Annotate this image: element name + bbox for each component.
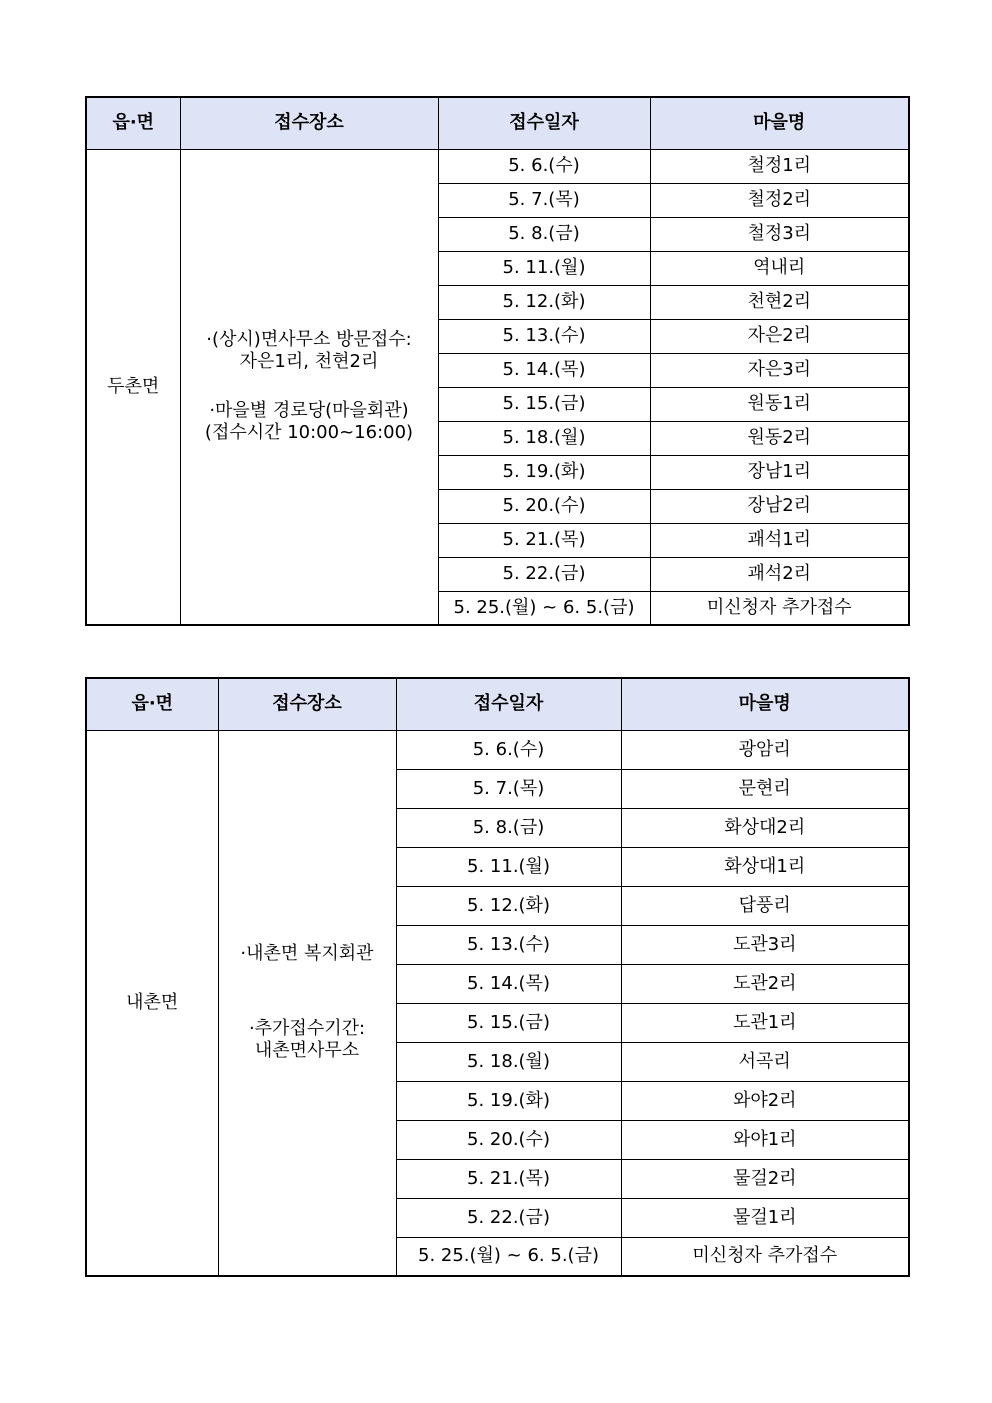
date-cell: 5. 8.(금) xyxy=(438,217,650,251)
date-cell: 5. 14.(목) xyxy=(438,353,650,387)
village-cell: 답풍리 xyxy=(621,886,909,925)
date-cell: 5. 21.(목) xyxy=(396,1159,621,1198)
header-date: 접수일자 xyxy=(438,97,650,149)
date-cell: 5. 11.(월) xyxy=(438,251,650,285)
date-cell: 5. 25.(월) ~ 6. 5.(금) xyxy=(396,1237,621,1276)
header-place: 접수장소 xyxy=(180,97,438,149)
village-cell: 괘석2리 xyxy=(650,557,909,591)
date-cell: 5. 18.(월) xyxy=(438,421,650,455)
date-cell: 5. 13.(수) xyxy=(438,319,650,353)
village-cell: 도관1리 xyxy=(621,1003,909,1042)
village-cell: 철정2리 xyxy=(650,183,909,217)
place-line: (접수시간 10:00~16:00) xyxy=(204,422,414,444)
village-cell: 서곡리 xyxy=(621,1042,909,1081)
village-cell: 물걸1리 xyxy=(621,1198,909,1237)
village-cell: 물걸2리 xyxy=(621,1159,909,1198)
place-line: ·(상시)면사무소 방문접수: xyxy=(206,328,412,350)
header-region: 읍·면 xyxy=(86,678,218,730)
place-cell xyxy=(218,730,396,1276)
date-cell: 5. 19.(화) xyxy=(396,1081,621,1120)
date-cell: 5. 22.(금) xyxy=(396,1198,621,1237)
date-cell: 5. 7.(목) xyxy=(438,183,650,217)
date-cell: 5. 25.(월) ~ 6. 5.(금) xyxy=(438,591,650,625)
header-region: 읍·면 xyxy=(86,97,180,149)
village-cell: 화상대2리 xyxy=(621,808,909,847)
date-cell: 5. 12.(화) xyxy=(396,886,621,925)
date-cell: 5. 19.(화) xyxy=(438,455,650,489)
date-cell: 5. 20.(수) xyxy=(396,1120,621,1159)
date-cell: 5. 22.(금) xyxy=(438,557,650,591)
date-cell: 5. 14.(목) xyxy=(396,964,621,1003)
region-cell: 내촌면 xyxy=(86,730,218,1276)
village-cell: 원동1리 xyxy=(650,387,909,421)
header-place: 접수장소 xyxy=(218,678,396,730)
region-cell: 두촌면 xyxy=(86,149,180,625)
place-spacer xyxy=(219,966,396,1018)
date-cell: 5. 6.(수) xyxy=(438,149,650,183)
date-cell: 5. 21.(목) xyxy=(438,523,650,557)
schedule-table-naechon xyxy=(85,677,910,1277)
village-cell: 도관2리 xyxy=(621,964,909,1003)
village-cell: 철정1리 xyxy=(650,149,909,183)
date-cell: 5. 15.(금) xyxy=(438,387,650,421)
date-cell: 5. 15.(금) xyxy=(396,1003,621,1042)
date-cell: 5. 8.(금) xyxy=(396,808,621,847)
date-cell: 5. 20.(수) xyxy=(438,489,650,523)
village-cell: 미신청자 추가접수 xyxy=(650,591,909,625)
village-cell: 역내리 xyxy=(650,251,909,285)
village-cell: 광암리 xyxy=(621,730,909,769)
date-cell: 5. 13.(수) xyxy=(396,925,621,964)
date-cell: 5. 11.(월) xyxy=(396,847,621,886)
place-spacer xyxy=(181,374,438,400)
village-cell: 철정3리 xyxy=(650,217,909,251)
place-line: 자은1리, 천현2리 xyxy=(239,351,379,373)
schedule-table-duchon xyxy=(85,96,910,626)
header-village: 마을명 xyxy=(650,97,909,149)
date-cell: 5. 7.(목) xyxy=(396,769,621,808)
date-cell: 5. 12.(화) xyxy=(438,285,650,319)
village-cell: 도관3리 xyxy=(621,925,909,964)
place-line: ·마을별 경로당(마을회관) xyxy=(209,399,409,421)
village-cell: 화상대1리 xyxy=(621,847,909,886)
village-cell: 괘석1리 xyxy=(650,523,909,557)
village-cell: 천현2리 xyxy=(650,285,909,319)
place-line: ·추가접수기간: xyxy=(248,1017,366,1039)
place-line: 내촌면사무소 xyxy=(254,1040,360,1061)
place-line: ·내촌면 복지회관 xyxy=(240,943,374,964)
village-cell: 와야1리 xyxy=(621,1120,909,1159)
village-cell: 원동2리 xyxy=(650,421,909,455)
place-cell xyxy=(180,149,438,625)
table-row xyxy=(86,149,909,183)
village-cell: 자은3리 xyxy=(650,353,909,387)
village-cell: 자은2리 xyxy=(650,319,909,353)
village-cell: 장남2리 xyxy=(650,489,909,523)
village-cell: 와야2리 xyxy=(621,1081,909,1120)
date-cell: 5. 18.(월) xyxy=(396,1042,621,1081)
table-row xyxy=(86,730,909,769)
village-cell: 미신청자 추가접수 xyxy=(621,1237,909,1276)
header-row xyxy=(86,678,909,730)
date-cell: 5. 6.(수) xyxy=(396,730,621,769)
village-cell: 문현리 xyxy=(621,769,909,808)
header-row xyxy=(86,97,909,149)
village-cell: 장남1리 xyxy=(650,455,909,489)
header-village: 마을명 xyxy=(621,678,909,730)
header-date: 접수일자 xyxy=(396,678,621,730)
